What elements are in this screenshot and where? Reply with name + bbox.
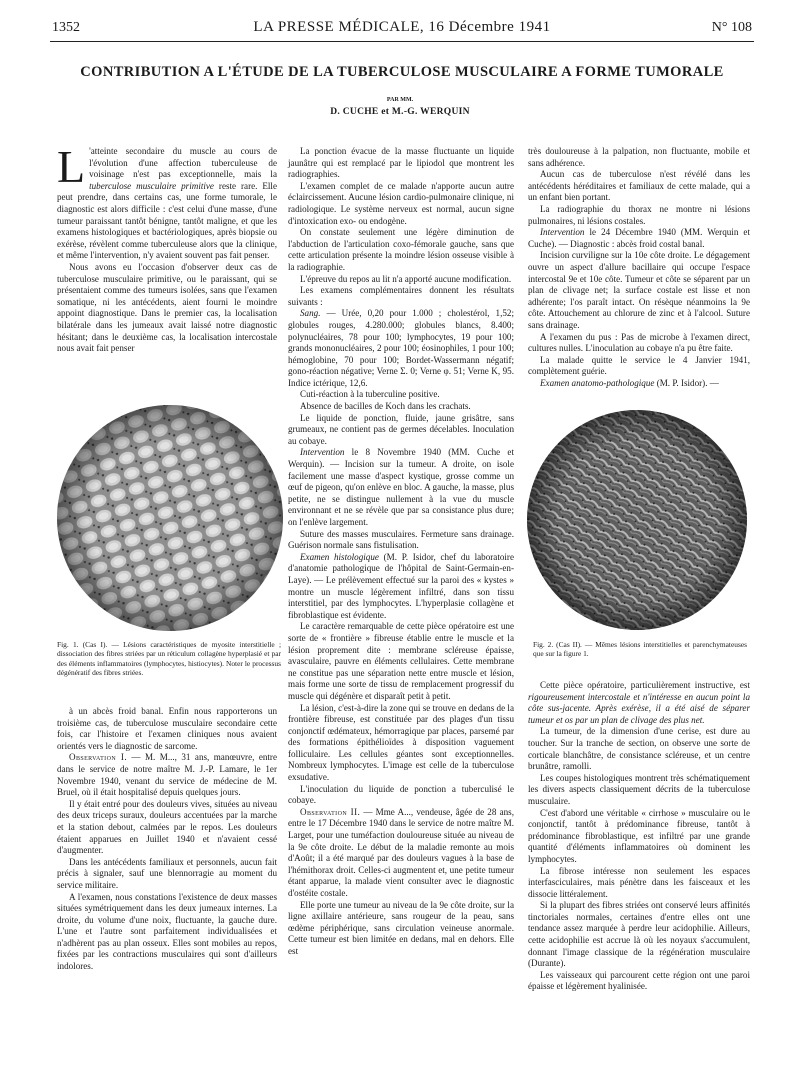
issue-number: N° 108: [711, 20, 752, 35]
column-3-bottom: [528, 680, 750, 1070]
figure-2-caption: Fig. 2. (Cas II). — Mêmes lésions interstitielles et parenchymateuses que sur la figure 1.: [533, 640, 747, 659]
blood-results: Sang. — Urée, 0,20 pour 1.000 ; cholestérol, 1,52; globules rouges, 4.280.000; globules blancs, 8.400; polynucléaires, 78 pour 100; lymphocytes, 19 pour 100; grands mononucléaires, 2 pour 100; éosinophiles, 1 pour 100; hémoglobine, 70 pour 100; Bordet-Wassermann négatif; gono-réaction négative; Verne Σ. 0; Verne φ. 51; Verne K, 95. Indice ictérique, 12,6.: [288, 308, 514, 388]
column-3-top: [528, 146, 750, 408]
figure-1-caption: Fig. 1. (Cas I). — Lésions caractéristiques de myosite interstitielle ; dissociation des fibres striées par un réticulum collagène hyperplasié et par des éléments inflammatoires (lymphocytes, histiocytes). Noter le processus dégénératif des fibres striées.: [57, 640, 281, 677]
paragraph: Les coupes histologiques montrent très schématiquement les divers aspects classiquement décrits de la tuberculose musculaire.: [528, 772, 750, 806]
paragraph: La fibrose intéresse non seulement les espaces interfasciculaires, mais pénètre dans les faisceaux et les dissocie littéralement.: [528, 865, 750, 899]
column-1-observation: [57, 706, 277, 1066]
observation-1-paragraph: Observation I. — M. M..., 31 ans, manœuvre, entre dans le service de notre maître M. J.-P. Lamare, le 1er Novembre 1940, venant du service de médecine de M. Bruel, où il était hospitalisé depuis quelques jours.: [57, 752, 278, 798]
paragraph: La radiographie du thorax ne montre ni lésions pulmonaires, ni lésions costales.: [528, 203, 750, 226]
paragraph: Absence de bacilles de Koch dans les crachats.: [300, 401, 471, 412]
paragraph: Elle porte une tumeur au niveau de la 9e côte droite, sur la ligne axillaire antérieure, sans rougeur de la peau, sans œdème périphérique, sans circulation veineuse anormale. Cette tumeur est bien limitée en dedans, mal en dehors. Elle est: [288, 899, 514, 956]
intervention-paragraph: Intervention le 24 Décembre 1940 (MM. Werquin et Cuche). — Diagnostic : abcès froid costal banal.: [528, 227, 750, 249]
paragraph: La lésion, c'est-à-dire la zone qui se trouve en dedans de la frontière fibreuse, est constituée par des plages d'un tissu conjonctif œdémateux, hémorragique par places, parsemé par des formations épithélioïdes à disposition vaguement folliculaire. Les cellules géantes sont exceptionnelles. Nombreux lymphocytes. L'image est celle de la tuberculose exsudative.: [288, 702, 514, 783]
paragraph: La ponction évacue de la masse fluctuante un liquide jaunâtre qui est remplacé par le lipiodol que montrent les radiographies.: [288, 146, 514, 180]
observation-2-paragraph: Observation II. — Mme A..., vendeuse, âgée de 28 ans, entre le 17 Décembre 1940 dans le service de notre maître M. Larget, pour une tuméfaction douloureuse située au niveau de la 9e côte droite. Le début de la maladie remonte au mois d'Août; il a été marqué par des douleurs vagues à la base de l'hémithorax droit. Celles-ci augmentent et, une petite tumeur étant apparue, la malade vient consulter avec le diagnostic d'ostéite costale.: [288, 806, 514, 898]
figure-1-micrograph: [57, 405, 283, 631]
paragraph: La malade quitte le service le 4 Janvier 1941, complètement guérie.: [528, 354, 750, 377]
paragraph: Le liquide de ponction, fluide, jaune grisâtre, sans grumeaux, ne contient pas de germes décelables. Inoculation au cobaye.: [288, 412, 514, 446]
paragraph: Si la plupart des fibres striées ont conservé leurs affinités tinctoriales normales, certaines d'entre elles ont une tendance assez marquée à perdre leur acidophilie. Ailleurs, cette acidophilie est accrue là où les noyaux s'accumulent, donnant l'image classique de la régénération musculaire (Durante).: [528, 900, 750, 969]
paragraph: On constate seulement une légère diminution de l'abduction de l'articulation coxo-fémorale gauche, sans que cette articulation présente la moindre lésion osseuse visible à la radiographie.: [288, 227, 514, 272]
paragraph: Suture des masses musculaires. Fermeture sans drainage. Guérison normale sans fistulisation.: [288, 528, 514, 551]
paragraph: Nous avons eu l'occasion d'observer deux cas de tuberculose musculaire primitive, ou le paraissant, qui se présentaient comme des tumeurs isolées, sans que l'examen somatique, ni les antécédents, aient fourni le moindre appoint diagnostique. Dans le premier cas, la localisation bilatérale dans les jumeaux avait laissé notre diagnostic hésitant; dans le deuxième cas, la localisation intercostale nous avait fait penser: [57, 261, 277, 354]
intro-paragraph: L 'atteinte secondaire du muscle au cours de l'évolution d'une affection tuberculeuse de voisinage n'est pas exceptionnelle, mais la tuberculose musculaire primitive reste rare. Elle peut prendre, dans certains cas, une forme tumorale, le diagnostic est alors difficile : c'est celui d'une masse, d'une tumeur paraissant tantôt bénigne, tantôt maligne, et que les examens histologiques et bactériologiques, après biopsie ou exérèse, révèlent comme tuberculeuse alors que la clinique, et même l'intervention, n'y avaient souvent pas fait penser.: [57, 141, 277, 261]
column-2: [288, 146, 514, 1066]
paragraph: Les examens complémentaires donnent les résultats suivants :: [288, 285, 514, 307]
paragraph: Il y était entré pour des douleurs vives, situées au niveau des deux triceps suraux, douleurs accentuées par la marche et la station debout, calmées par le repos. Les douleurs étaient apparues en Juillet 1940 et n'avaient cessé d'augmenter.: [57, 798, 277, 856]
paragraph: Les vaisseaux qui parcourent cette région ont une paroi épaisse et légèrement hyalinisée.: [528, 969, 750, 992]
paragraph: Incision curviligne sur la 10e côte droite. Le dégagement ouvre un aspect d'allure bacillaire qui occupe l'espace intercostal 9e et 10e côte. Tumeur et côte se séparent par un plan de clivage net; la surface costale est lisse et non adhérente; l'os paraît intact. On résèque néanmoins la 9e côte. Attouchement au chlorure de zinc et à l'alcool. Suture sans drainage.: [528, 250, 750, 330]
paragraph: A l'examen du pus : Pas de microbe à l'examen direct, cultures nulles. L'inoculation au cobaye n'a pu être faite.: [528, 331, 750, 354]
paragraph: Dans les antécédents familiaux et personnels, aucun fait précis à signaler, sauf une blennorragie au moment du service militaire.: [57, 856, 277, 890]
paragraph: A l'examen, nous constations l'existence de deux masses situées symétriquement dans les deux jumeaux internes. La droite, du volume d'une noix, fluctuante, la gauche dure. L'une et l'autre sont parfaitement individualisées et n'adhèrent pas au plan osseux. Elles sont mobiles au repos, fixées par les contractions musculaires qui sont d'ailleurs indolores.: [57, 891, 277, 972]
paragraph: L'inoculation du liquide de ponction a tuberculisé le cobaye.: [288, 783, 514, 806]
intervention-paragraph: Intervention le 8 Novembre 1940 (MM. Cuche et Werquin). — Incision sur la tumeur. A droite, on isole facilement une masse d'aspect kystique, grosse comme un œuf de pigeon, qu'on enlève en bloc. A gauche, la masse, plus petite, ne se distingue nullement à la vue du muscle environnant et ne se révèle que par sa consistance plus dure; on l'enlève largement.: [288, 447, 514, 527]
paragraph: L'examen complet de ce malade n'apporte aucun autre éclaircissement. Aucune lésion cardio-pulmonaire clinique, ni radiologique. Le système nerveux est normal, aucun signe d'intoxication exo- ou endogène.: [288, 180, 514, 226]
paragraph: Cette pièce opératoire, particulièrement instructive, est rigoureusement intercostale et n'intéresse en aucun point la côte sus-jacente. Après exérèse, il a été aisé de séparer tumeur et os par un plan de clivage des plus net.: [528, 680, 750, 725]
byline-par: PAR MM.: [386, 97, 414, 103]
paragraph: L'épreuve du repos au lit n'a apporté aucune modification.: [300, 273, 512, 284]
running-header: [50, 20, 754, 42]
drop-cap: L: [57, 141, 86, 192]
column-1-intro: [57, 141, 277, 396]
figure-2-micrograph: [527, 410, 747, 630]
paragraph: Aucun cas de tuberculose n'est révélé dans les antécédents héréditaires et familiaux de cette malade, qui a un enfant bien portant.: [528, 169, 750, 203]
paragraph: très douloureuse à la palpation, non fluctuante, mobile et sans adhérence.: [528, 146, 750, 168]
paragraph: La tumeur, de la dimension d'une cerise, est dure au toucher. Sur la tranche de section, on observe une sorte de corticale blanchâtre, de consistance scléreuse, et un centre brunâtre, ramolli.: [528, 726, 750, 772]
paragraph: Le caractère remarquable de cette pièce opératoire est une sorte de « frontière » fibreuse établie entre le muscle et la lésion proprement dite : membrane scléreuse épaisse, avasculaire, pauvre en éléments cellulaires. Cette membrane ne constitue pas une séparation nette entre muscle et lésion, mais forme une sorte de tissu de remplacement progressif du muscle qui dégénère et disparaît petit à petit.: [288, 621, 514, 701]
paragraph: à un abcès froid banal. Enfin nous rapporterons un troisième cas, de tuberculose musculaire secondaire cette fois, car l'histoire et l'examen cliniques nous avaient orientés vers le diagnostic de sarcome.: [57, 706, 277, 751]
journal-title: LA PRESSE MÉDICALE, 16 Décembre 1941: [253, 19, 551, 35]
pathology-paragraph: Examen anatomo-pathologique (M. P. Isidor). —: [540, 377, 719, 388]
page-number: 1352: [52, 20, 80, 35]
article-title: CONTRIBUTION A L'ÉTUDE DE LA TUBERCULOSE MUSCULAIRE A FORME TUMORALE: [80, 64, 724, 80]
article-authors: D. CUCHE et M.-G. WERQUIN: [330, 107, 470, 117]
histology-paragraph: Examen histologique (M. P. Isidor, chef du laboratoire d'anatomie pathologique de l'hôpital de Saint-Germain-en-Laye). — Le prélèvement effectué sur la paroi des « kystes » montre un muscle légèrement infiltré, dans son tissu interstitiel, par des lymphocytes. L'hyperplasie collagène et fibroblastique est évidente.: [288, 551, 514, 620]
paragraph: Cuti-réaction à la tuberculine positive.: [300, 389, 440, 400]
paragraph: C'est d'abord une véritable « cirrhose » musculaire ou le conjonctif, tantôt à prédominance fibreuse, tantôt à prédominance fibroblastique, est infiltré par une grande quantité d'éléments inflammatoires où dominent les lymphocytes.: [528, 807, 750, 864]
